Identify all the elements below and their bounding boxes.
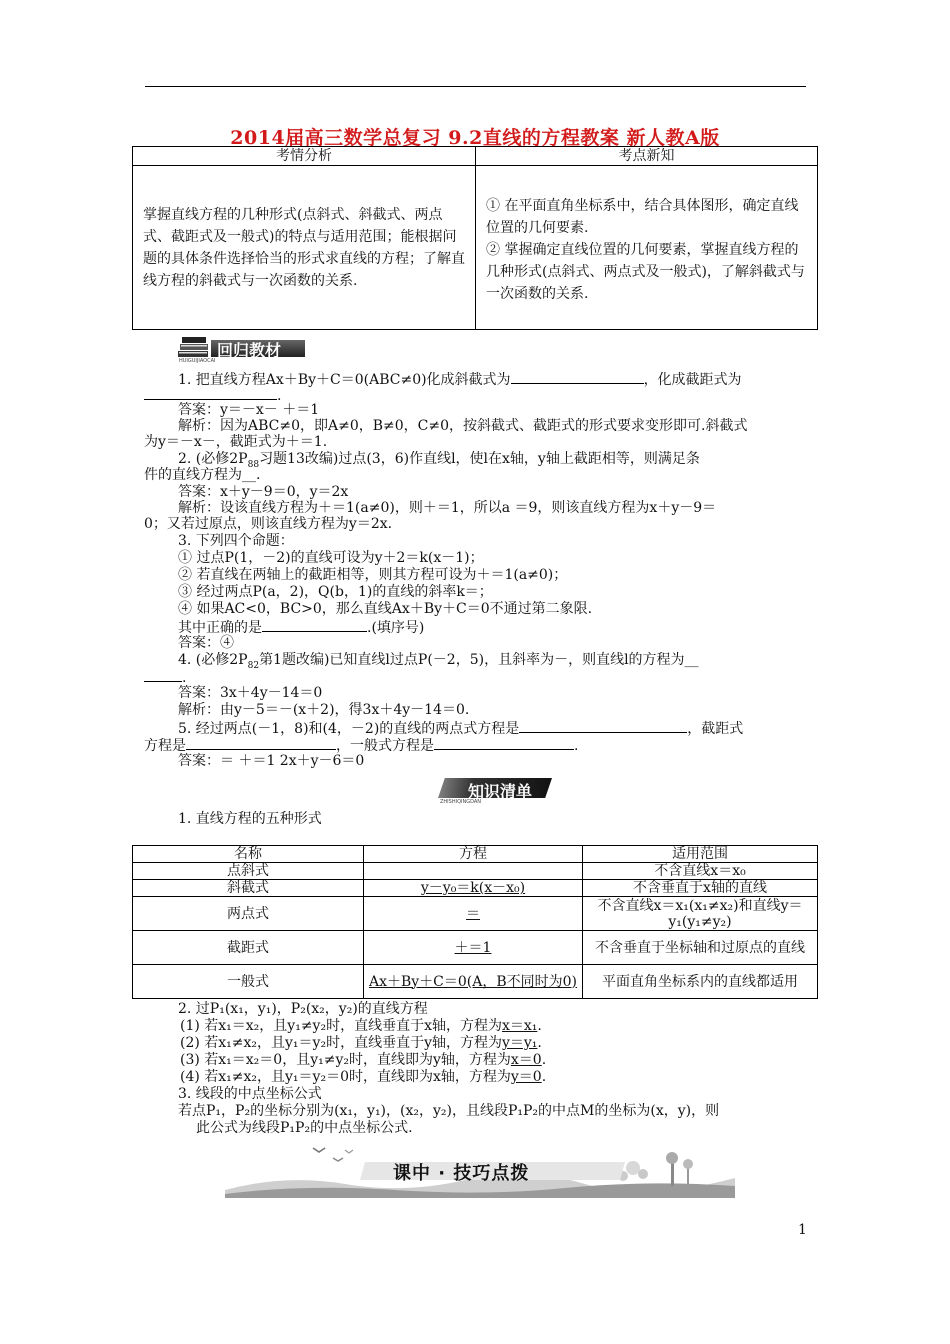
a4: 答案：3x＋4y－14＝0: [178, 685, 323, 701]
case-4: (4) 若x₁≠x₂，且y₁＝y₂＝0时，直线即为x轴，方程为y＝0.: [180, 1069, 547, 1085]
q4c: .: [144, 668, 186, 686]
analysis-table: [132, 146, 818, 330]
e4: 解析：由y－5＝－(x＋2)，得3x＋4y－14＝0.: [178, 702, 470, 718]
table-row: 两点式 ＝ 不含直线x＝x₁(x₁≠x₂)和直线y＝y₁(y₁≠y₂): [133, 897, 818, 931]
q3: 3. 下列四个命题：: [178, 533, 294, 549]
knowledge-h2: 2. 过P₁(x₁，y₁)，P₂(x₂，y₂)的直线方程: [178, 1001, 428, 1017]
midpoint-2: 此公式为线段P₁P₂的中点坐标公式.: [196, 1120, 413, 1136]
q1-line-a: 1. 把直线方程Ax＋By＋C＝0(ABC≠0)化成斜截式为 ，化成截距式为: [178, 372, 742, 388]
a1: 答案：y＝－x－ ＋＝1: [178, 402, 320, 418]
table-row: 点斜式 不含直线x＝x₀: [133, 863, 818, 880]
a3: 答案：④: [178, 635, 234, 651]
a2: 答案：x＋y－9＝0，y＝2x: [178, 484, 349, 500]
e2b: 0；又若过原点，则该直线方程为y＝2x.: [144, 516, 393, 532]
review-banner-title: 回归教材: [217, 341, 282, 360]
th-scope: 适用范围: [583, 846, 818, 863]
lesson-banner-title: 课中 · 技巧点拨: [393, 1163, 530, 1184]
table-row: 一般式 Ax＋By＋C＝0(A，B不同时为0) 平面直角坐标系内的直线都适用: [133, 965, 818, 999]
lesson-banner: [225, 1140, 735, 1198]
q4a: 4. (必修$2P_{82}$第1题改编)已知直线l过点P(－2，5)，且斜率为－，则直线l的方程为__: [178, 652, 699, 671]
knowledge-banner: [438, 774, 556, 804]
table-row: 截距式 ＋＝1 不含垂直于坐标轴和过原点的直线: [133, 931, 818, 965]
forms-table: [132, 845, 818, 999]
q5a: 5. 经过两点(－1，8)和(4，－2)的直线的两点式方程是 ，截距式: [178, 721, 744, 737]
knowledge-banner-title: 知识清单: [468, 782, 533, 801]
col1-body: 掌握直线方程的几种形式(点斜式、斜截式、两点式、截距式及一般式)的特点与适用范围；能根据问题的具体条件选择恰当的形式求直线的方程；了解直线方程的斜截式与一次函数的关系.: [133, 166, 476, 330]
knowledge-h1: 1. 直线方程的五种形式: [178, 811, 322, 827]
a5: 答案：＝ ＋＝1 2x＋y－6＝0: [178, 753, 365, 769]
q3-4: ④ 如果AC<0，BC>0，那么直线Ax＋By＋C＝0不通过第二象限.: [178, 601, 593, 617]
th-name: 名称: [133, 846, 364, 863]
page-number: 1: [798, 1222, 807, 1238]
col2-item-2: ② 掌握确定直线位置的几何要素，掌握直线方程的几种形式(点斜式、两点式及一般式)，了解斜截式与一次函数的关系.: [486, 241, 805, 302]
q3-1: ① 过点P(1，－2)的直线可设为y＋2＝k(x－1)；: [178, 550, 484, 566]
e1a: 解析：因为ABC≠0，即A≠0，B≠0，C≠0，按斜截式、截距式的形式要求变形即可.斜截式: [178, 418, 748, 434]
document-title: 2014届高三数学总复习 9.2直线的方程教案 新人教A版: [230, 127, 720, 149]
knowledge-h3: 3. 线段的中点坐标公式: [178, 1086, 322, 1102]
q3-3: ③ 经过两点P(a，2)，Q(b，1)的直线的斜率k＝；: [178, 584, 493, 600]
q2a: 2. (必修$2P_{88}$习题13改编)过点(3，6)作直线l，使l在x轴，y轴上截距相等，则满足条: [178, 451, 700, 470]
col2-item-1: ① 在平面直角坐标系中，结合具体图形，确定直线位置的几何要素.: [486, 197, 799, 236]
e1b: 为y＝－x－，截距式为＋＝1.: [144, 434, 328, 450]
review-banner-pinyin: HUIGUIJIAOCAI: [179, 358, 216, 364]
table-row: 斜截式 y－y₀＝k(x－x₀) 不含垂直于x轴的直线: [133, 880, 818, 897]
header-rule: [145, 86, 806, 87]
review-banner: [175, 331, 305, 364]
case-2: (2) 若x₁≠x₂，且y₁＝y₂时，直线垂直于y轴，方程为y＝y₁.: [180, 1035, 542, 1051]
q1-line-b: .: [144, 386, 281, 404]
col1-header: 考情分析: [133, 147, 476, 166]
col2-header: 考点新知: [476, 147, 818, 166]
q3-2: ② 若直线在两轴上的截距相等，则其方程可设为＋＝1(a≠0)；: [178, 567, 568, 583]
midpoint-1: 若点P₁，P₂的坐标分别为(x₁，y₁)，(x₂，y₂)，且线段P₁P₂的中点M的坐标为(x，y)，则: [178, 1103, 720, 1119]
th-eq: 方程: [364, 846, 583, 863]
q3-5: 其中正确的是 .(填序号): [178, 620, 425, 636]
books-icon: [175, 331, 213, 361]
col2-body: [476, 166, 818, 330]
q2c: 件的直线方程为__.: [144, 467, 261, 483]
e2a: 解析：设该直线方程为＋＝1(a≠0)，则＋＝1，所以a ＝9，则该直线方程为x＋y－9＝: [178, 500, 717, 516]
q5b: 方程是 ，一般式方程是 .: [144, 738, 579, 754]
case-1: (1) 若x₁＝x₂，且y₁≠y₂时，直线垂直于x轴，方程为x＝x₁.: [180, 1018, 542, 1034]
knowledge-banner-pinyin: ZHISHIQINGDAN: [440, 799, 482, 805]
case-3: (3) 若x₁＝x₂＝0，且y₁≠y₂时，直线即为y轴，方程为x＝0.: [180, 1052, 547, 1068]
